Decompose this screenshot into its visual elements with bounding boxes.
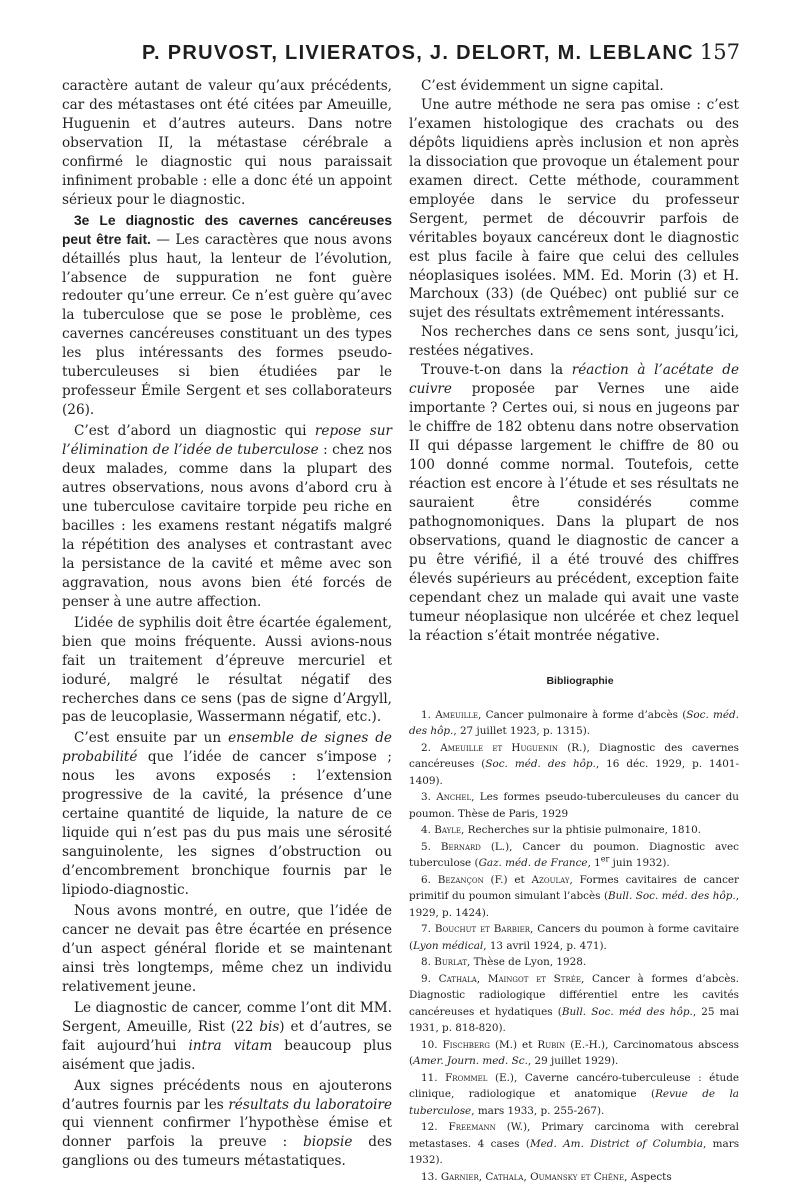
- paragraph: Nos recherches dans ce sens sont, jusqu’ici, restées négatives.: [409, 324, 739, 360]
- italic-run: Lyon médical: [413, 939, 484, 952]
- bibliography-entry: [409, 954, 739, 971]
- paragraph: [409, 361, 739, 645]
- bibliography-entry: [409, 1169, 739, 1185]
- italic-run: Soc. méd. des hôp.: [409, 708, 739, 738]
- text-run: Le diagnostic de cancer, comme l’ont dit MM. Sergent, Ameuille, Rist (22: [62, 999, 392, 1035]
- entry-author: Freemann: [448, 1121, 496, 1134]
- italic-run: Med. Am. District of Columbia: [530, 1137, 703, 1150]
- bibliography-entry: [409, 971, 739, 1037]
- text-run: , Cancer pulmonaire à forme d’abcès (: [478, 708, 687, 721]
- bibliography-title: Bibliographie: [546, 674, 614, 687]
- entry-number: 1.: [421, 708, 436, 721]
- text-run: , Les formes pseudo-tuberculeuses du cancer du poumon. Thèse de Paris, 1929: [409, 791, 739, 820]
- text-run: , 13 avril 1924, p. 471).: [483, 939, 607, 952]
- text-run: des ganglions ou des tumeurs métastatiques.: [62, 1134, 392, 1170]
- entry-number: 12.: [421, 1121, 449, 1134]
- entry-number: 11.: [421, 1071, 446, 1084]
- entry-author: Bernard: [440, 840, 481, 853]
- text-run: (E.), Caverne cancéro-tuberculeuse : étude clinique, radiologique et anatomique (: [409, 1071, 739, 1101]
- text-run: (W.), Primary carcinoma with cerebral metastases. 4 cases (: [409, 1121, 739, 1150]
- italic-run: bis: [259, 1018, 280, 1035]
- entry-number: 2.: [421, 741, 441, 754]
- entry-author: Fischberg: [442, 1038, 490, 1051]
- left-column: [62, 77, 392, 1171]
- text-run: , Aspects: [624, 1170, 672, 1183]
- text-run: que l’idée de cancer s’impose ; nous les avons exposés : l’extension progressive de la cavité, la présence d’une certaine quantité de liquide, la nature de ce liquide qui n’est pas du pus mais une sérosité sanguinolente, les signes d’obstruction ou d’encombrement bronchique fournis par le lipiodo-diagnostic.: [62, 749, 392, 899]
- italic-run: Soc. méd. des hôp.: [485, 758, 596, 771]
- entry-author: Bezançon: [437, 873, 484, 886]
- section-heading: 3e Le diagnostic des cavernes cancéreuses peut être fait.: [62, 212, 392, 247]
- paragraph: caractère autant de valeur qu’aux précédents, car des métastases ont été citées par Ameuille, Huguenin et d’autres auteurs. Dans notre observation II, la métastase cérébrale a confirmé le diagnostic qui nous paraissait infiniment probable : elle a donc été un appoint sérieux pour le diagnostic.: [62, 78, 392, 208]
- text-run: (L.), Cancer du poumon. Diagnostic avec tuberculose (: [409, 840, 740, 870]
- entry-author: Frommel: [445, 1071, 488, 1084]
- entry-number: 7.: [421, 923, 435, 936]
- italic-run: Bull. Soc. méd des hôp.: [561, 1005, 693, 1018]
- italic-run: Bull. Soc. méd. des hôp.: [608, 890, 736, 903]
- text-run: , Formes cavitaires de cancer primitif du poumon simulant l’abcès (: [409, 873, 740, 903]
- entry-number: 10.: [421, 1038, 443, 1051]
- italic-run: réaction à l’acétate de cuivre: [409, 362, 739, 398]
- text-run: (F.) et: [483, 873, 532, 886]
- text-run: , 1: [587, 857, 601, 870]
- paragraph: [62, 422, 392, 612]
- text-run: , Cancers du poumon à forme cavitaire (: [409, 923, 739, 952]
- text-run: , mars 1932).: [409, 1137, 740, 1167]
- text-run: Aux signes précédents nous en ajouterons d’autres fournis par les: [62, 1077, 392, 1113]
- text-run: , Cancer à formes d’abcès. Diagnostic radiologique différentiel entre les cavités cancéreuses et hydatiques (: [409, 972, 739, 1018]
- paragraph: L’idée de syphilis doit être écartée également, bien que moins fréquente. Aussi avions-nous fait un traitement d’épreuve mercuriel et ioduré, malgré le résultat négatif des recherches dans ce sens (pas de signe d’Argyll, pas de leucoplasie, Wassermann négatif, etc.).: [62, 614, 392, 726]
- text-run: , mars 1933, p. 255-267).: [471, 1104, 605, 1117]
- text-run: (M.) et: [489, 1038, 538, 1051]
- superscript: er: [600, 854, 610, 864]
- entry-number: 8.: [421, 956, 435, 969]
- italic-run: ensemble de signes de probabilité: [62, 730, 392, 766]
- text-run: (R.), Diagnostic des cavernes cancéreuses (: [409, 741, 740, 771]
- entry-number: 3.: [421, 791, 437, 804]
- bibliography-entry: [409, 1119, 739, 1169]
- entry-number: 6.: [421, 873, 438, 886]
- bibliography-entry: [409, 1070, 739, 1120]
- bibliography-entry: [409, 789, 739, 822]
- text-run: , Thèse de Lyon, 1928.: [467, 956, 587, 969]
- paragraph: [62, 729, 392, 900]
- entry-number: 13.: [421, 1170, 441, 1183]
- bibliography-entry: [409, 707, 739, 740]
- entry-author: Rubin: [537, 1038, 566, 1051]
- header-authors: P. PRUVOST, LIVIERATOS, J. DELORT, M. LEBLANC: [142, 42, 694, 64]
- entry-author: Burlat: [434, 956, 468, 969]
- running-header: [60, 40, 740, 70]
- italic-run: intra vitam: [188, 1037, 273, 1054]
- entry-number: 4.: [421, 824, 435, 837]
- paragraph: [62, 1077, 392, 1172]
- entry-author: Ameuille: [435, 708, 479, 721]
- entry-author: Garnier, Cathala, Oumansky et Chêne: [440, 1170, 625, 1183]
- entry-author: Bouchut et Barbier: [434, 923, 531, 936]
- text-run: , 25 mai 1931, p. 818-820).: [409, 1005, 739, 1035]
- entry-number: 5.: [421, 840, 441, 853]
- text-run: beaucoup plus aisément que jadis.: [62, 1037, 392, 1073]
- text-run: : chez nos deux malades, comme dans la plupart des autres observations, nous avons d’abord cru à une tuberculose cavitaire torpide peu riche en bacilles : les examens restant négatifs malgré la répétition des analyses et contrastant avec la persistance de la cavité et même avec son aggravation, nous avons bien été forcés de penser à une autre affection.: [62, 442, 392, 610]
- bibliography-entry: [409, 822, 739, 839]
- text-run: , 16 déc. 1929, p. 1401-1409).: [409, 758, 739, 787]
- paragraph: [62, 999, 392, 1075]
- text-run: Trouve-t-on dans la: [421, 362, 572, 379]
- text-run: C’est d’abord un diagnostic qui: [74, 423, 315, 440]
- text-run: , 1929, p. 1424).: [409, 890, 739, 919]
- bibliography-entry: [409, 1037, 739, 1070]
- entry-number: 9.: [421, 972, 439, 985]
- paragraph: Une autre méthode ne sera pas omise : c’est l’examen histologique des crachats ou des dépôts liquidiens après inclusion et non après la dissociation que provoque un étalement pour examen direct. Cette méthode, couramment employée dans le service du professeur Sergent, permet de découvrir parfois de véritables boyaux cancéreux dont le diagnostic est plus facile à faire que celui des cellules néoplasiques isolées. MM. Ed. Morin (3) et H. Marchoux (33) (de Québec) ont publié sur ce sujet des résultats extrêmement intéressants.: [409, 96, 739, 322]
- text-run: qui viennent confirmer l’hypothèse émise et donner parfois la preuve :: [62, 1115, 392, 1151]
- text-run: , 29 juillet 1929).: [527, 1055, 619, 1068]
- text-run: juin 1932).: [609, 857, 670, 870]
- italic-run: Revue de la tuberculose: [409, 1088, 739, 1117]
- italic-run: résultats du laboratoire: [228, 1096, 392, 1113]
- paragraph-text: — Les caractères que nous avons détaillés plus haut, la lenteur de l’évolution, l’absence de suppuration ne font guère redouter qu’une erreur. Ce n’est guère qu’avec la tuberculose que se pose le problème, ces cavernes cancéreuses constituant un des types les plus intéressants des formes pseudo-tuberculeuses si bien étudiées par le professeur Émile Sergent et ses collaborateurs (26).: [62, 231, 392, 419]
- text-run: ) et d’autres, se fait aujourd’hui: [62, 1018, 392, 1054]
- paragraph: C’est évidemment un signe capital.: [421, 78, 664, 94]
- section-paragraph: [62, 212, 392, 420]
- text-run: proposée par Vernes une aide importante ? Certes oui, si nous en jugeons par le chiffre de 182 obtenu dans notre observation II qui dépasse largement le chiffre de 80 ou 100 donné comme normal. Toutefois, cette réaction est encore à l’étude et ses résultats ne sauraient être considérés comme pathognomoniques. Dans la plupart de nos observations, quand le diagnostic de cancer a pu être vérifié, il a été trouvé des chiffres élevés supérieurs au précédent, exception faite cependant chez un malade qui avait une vaste tumeur néoplasique non ulcérée et chez lequel la réaction s’était montrée négative.: [409, 381, 739, 644]
- bibliography-list: [409, 707, 739, 1185]
- italic-run: Gaz. méd. de France: [478, 857, 588, 870]
- entry-author: Azoulay: [531, 873, 570, 886]
- bibliography-entry: [409, 921, 739, 954]
- italic-run: biopsie: [303, 1134, 353, 1151]
- bibliography-entry: [409, 839, 739, 872]
- italic-run: Amer. Journ. med. Sc.: [413, 1055, 528, 1068]
- entry-author: Ameuille et Huguenin: [440, 741, 558, 754]
- entry-author: Anchel: [436, 791, 472, 804]
- right-column: [409, 77, 739, 1185]
- paragraph: Nous avons montré, en outre, que l’idée de cancer ne devait pas être écartée en présence d’un aspect général floride et se maintenant ainsi très longtemps, même chez un individu relativement jeune.: [62, 902, 392, 995]
- text-run: , Recherches sur la phtisie pulmonaire, 1810.: [461, 824, 702, 837]
- text-run: C’est ensuite par un: [74, 730, 229, 747]
- entry-author: Cathala, Maingot et Strée: [438, 972, 581, 985]
- page-number: 157: [699, 40, 740, 64]
- italic-run: repose sur l’élimination de l’idée de tuberculose: [62, 423, 392, 459]
- bibliography-entry: [409, 740, 739, 790]
- entry-author: Bayle: [434, 824, 462, 837]
- bibliography-entry: [409, 872, 739, 922]
- text-run: , 27 juillet 1923, p. 1315).: [453, 725, 591, 738]
- text-run: (E.-H.), Carcinomatous abscess (: [409, 1038, 739, 1068]
